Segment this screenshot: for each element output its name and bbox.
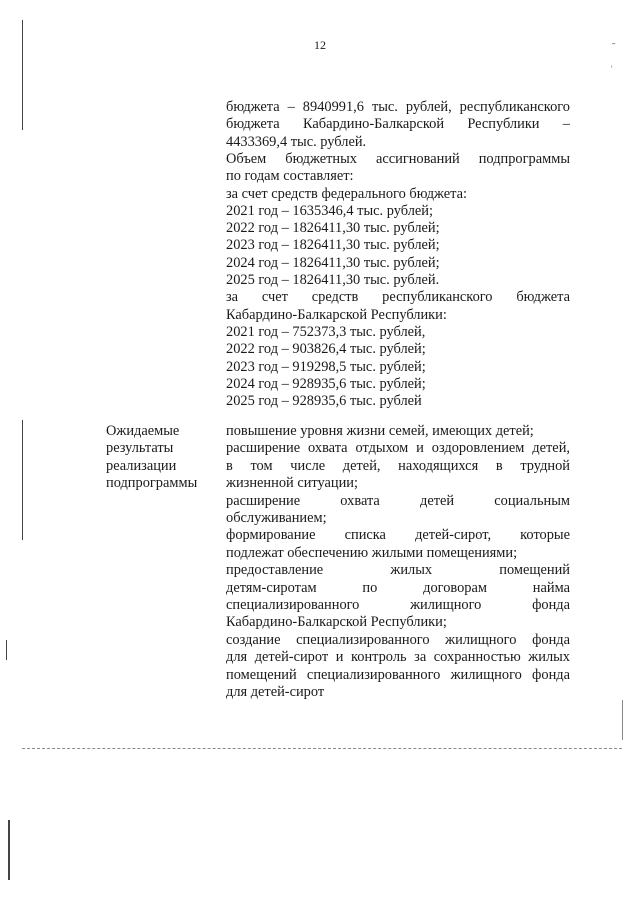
funding-line: бюджета Кабардино-Балкарской Республики – <box>226 116 570 133</box>
results-line: для детей-сирот и контроль за сохранностью жилых <box>226 649 570 666</box>
scan-mark-top-2: ˒ <box>610 60 614 71</box>
funding-line: 4433369,4 тыс. рублей. <box>226 133 367 150</box>
left-edge-mark-2 <box>22 420 23 540</box>
funding-line: 2024 год – 1826411,30 тыс. рублей; <box>226 254 440 271</box>
section-label: реализации <box>106 457 177 474</box>
funding-line: Объем бюджетных ассигнований подпрограммы <box>226 150 570 167</box>
results-line: Кабардино-Балкарской Республики; <box>226 614 447 631</box>
funding-line: по годам составляет: <box>226 168 354 185</box>
results-line: помещений специализированного жилищного фонда <box>226 666 570 683</box>
left-edge-mark <box>22 20 23 130</box>
funding-line: 2023 год – 919298,5 тыс. рублей; <box>226 358 426 375</box>
page-number: 12 <box>314 38 326 52</box>
funding-line: 2021 год – 1635346,4 тыс. рублей; <box>226 202 433 219</box>
results-line: детям-сиротам по договорам найма <box>226 579 570 596</box>
results-line: обслуживанием; <box>226 510 327 526</box>
results-line: расширение охвата детей социальным <box>226 492 570 509</box>
funding-line: бюджета – 8940991,6 тыс. рублей, республиканского <box>226 99 570 115</box>
funding-line: за счет средств республиканского бюджета <box>226 289 570 306</box>
funding-line: за счет средств федерального бюджета: <box>226 185 468 202</box>
results-line: специализированного жилищного фонда <box>226 597 570 613</box>
funding-line: 2023 год – 1826411,30 тыс. рублей; <box>226 237 440 254</box>
section-label: Ожидаемые <box>106 423 180 439</box>
funding-line: 2025 год – 1826411,30 тыс. рублей. <box>226 272 440 288</box>
table-bottom-rule <box>22 748 622 749</box>
results-line: подлежат обеспечению жилыми помещениями; <box>226 544 518 561</box>
results-line: в том числе детей, находящихся в трудной <box>226 457 570 474</box>
results-line: формирование списка детей-сирот, которые <box>226 527 570 544</box>
results-line: жизненной ситуации; <box>226 475 358 492</box>
results-line: предоставление жилых помещений <box>226 562 570 579</box>
results-line: повышение уровня жизни семей, имеющих детей; <box>226 423 534 439</box>
results-line: расширение охвата отдыхом и оздоровлением детей, <box>226 440 570 457</box>
right-edge-mark <box>622 700 623 740</box>
funding-line: Кабардино-Балкарской Республики: <box>226 306 447 323</box>
funding-line: 2022 год – 1826411,30 тыс. рублей; <box>226 220 440 237</box>
section-label: результаты <box>106 440 174 457</box>
funding-line: 2025 год – 928935,6 тыс. рублей <box>226 393 422 410</box>
funding-line: 2021 год – 752373,3 тыс. рублей, <box>226 323 426 340</box>
scan-mark-top: ˉ <box>612 42 616 53</box>
funding-line: 2022 год – 903826,4 тыс. рублей; <box>226 341 426 358</box>
left-edge-mark-3 <box>6 640 7 660</box>
results-line: для детей-сирот <box>226 684 325 700</box>
section-label: подпрограммы <box>106 475 198 492</box>
funding-line: 2024 год – 928935,6 тыс. рублей; <box>226 375 426 392</box>
results-line: создание специализированного жилищного фонда <box>226 631 570 648</box>
left-edge-mark-4 <box>8 820 10 880</box>
